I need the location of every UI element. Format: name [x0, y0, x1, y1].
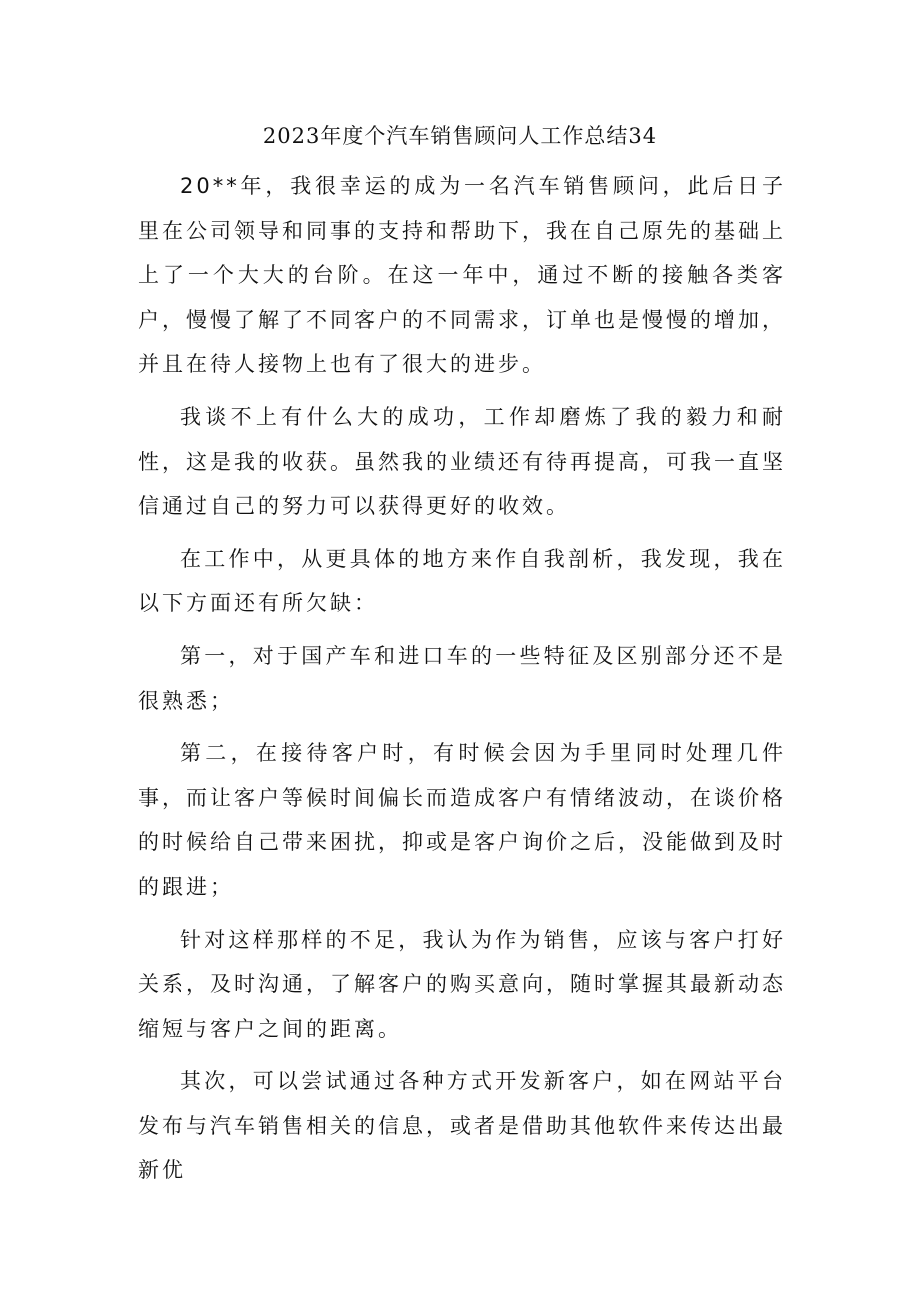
paragraph-6: 针对这样那样的不足，我认为作为销售，应该与客户打好关系，及时沟通，了解客户的购买意向，随时掌握其最新动态缩短与客户之间的距离。 [138, 927, 786, 1041]
paragraph-7: 其次，可以尝试通过各种方式开发新客户，如在网站平台发布与汽车销售相关的信息，或者是借助其他软件来传达出最新优 [138, 1069, 786, 1183]
paragraph-3: 在工作中，从更具体的地方来作自我剖析，我发现，我在以下方面还有所欠缺： [138, 546, 786, 616]
document-title: 2023年度个汽车销售顾问人工作总结34 [262, 124, 658, 148]
paragraph-2: 我谈不上有什么大的成功，工作却磨炼了我的毅力和耐性，这是我的收获。虽然我的业绩还有待再提高，可我一直坚信通过自己的努力可以获得更好的收效。 [138, 404, 786, 519]
document-body [138, 164, 786, 1201]
paragraph-4: 第一，对于国产车和进口车的一些特征及区别部分还不是很熟悉； [138, 643, 786, 713]
paragraph-5: 第二，在接待客户时，有时候会因为手里同时处理几件事，而让客户等候时间偏长而造成客户有情绪波动，在谈价格的时候给自己带来困扰，抑或是客户询价之后，没能做到及时的跟进； [138, 741, 786, 899]
paragraph-1: 20**年，我很幸运的成为一名汽车销售顾问，此后日子里在公司领导和同事的支持和帮助下，我在自己原先的基础上上了一个大大的台阶。在这一年中，通过不断的接触各类客户，慢慢了解了不同客户的不同需求，订单也是慢慢的增加，并且在待人接物上也有了很大的进步。 [138, 174, 786, 377]
